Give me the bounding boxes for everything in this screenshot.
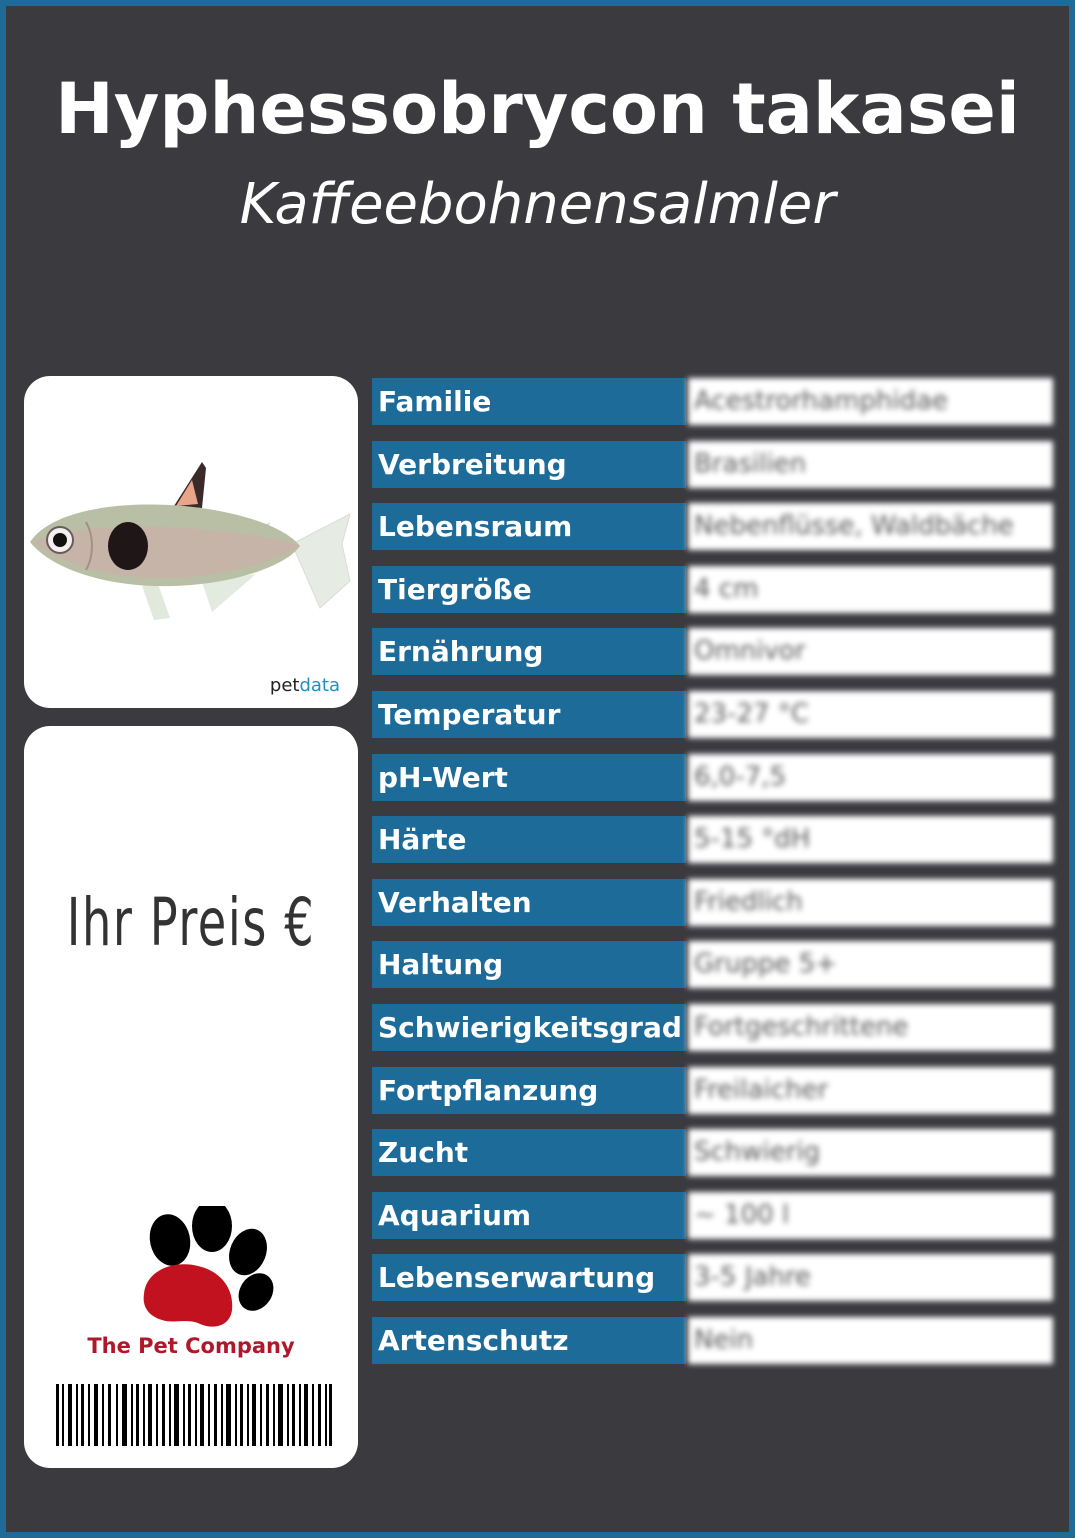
brand-name: The Pet Company <box>87 1334 295 1358</box>
table-row <box>372 503 1053 550</box>
row-label: Schwierigkeitsgrad <box>372 1004 686 1051</box>
table-row <box>372 754 1053 801</box>
table-row <box>372 441 1053 488</box>
species-title: Hyphessobrycon takasei <box>55 68 1020 150</box>
table-row <box>372 1192 1053 1239</box>
table-row <box>372 941 1053 988</box>
row-label: Haltung <box>372 941 686 988</box>
photo-credit: petdata <box>269 675 340 696</box>
row-value: Freilaicher <box>688 1067 1053 1114</box>
table-row <box>372 1317 1053 1364</box>
row-label: Fortpflanzung <box>372 1067 686 1114</box>
row-label: pH-Wert <box>372 754 686 801</box>
row-label: Artenschutz <box>372 1317 686 1364</box>
row-label: Zucht <box>372 1129 686 1176</box>
row-value: Schwierig <box>688 1129 1053 1176</box>
table-row <box>372 1254 1053 1301</box>
table-row <box>372 1129 1053 1176</box>
row-label: Familie <box>372 378 686 425</box>
row-value: Omnivor <box>688 628 1053 675</box>
row-value: Fortgeschrittene <box>688 1004 1053 1051</box>
table-row <box>372 879 1053 926</box>
table-row <box>372 628 1053 675</box>
row-label: Verbreitung <box>372 441 686 488</box>
row-value: 5-15 °dH <box>688 816 1053 863</box>
row-label: Verhalten <box>372 879 686 926</box>
table-row <box>372 1067 1053 1114</box>
row-label: Lebenserwartung <box>372 1254 686 1301</box>
table-row <box>372 1004 1053 1051</box>
table-row <box>372 566 1053 613</box>
row-value: 4 cm <box>688 566 1053 613</box>
table-row <box>372 378 1053 425</box>
row-value: 6,0-7,5 <box>688 754 1053 801</box>
price-panel <box>24 726 358 1468</box>
fish-photo-icon <box>24 376 358 708</box>
photo-panel <box>24 376 358 708</box>
row-value: Brasilien <box>688 441 1053 488</box>
barcode-icon <box>56 1384 332 1446</box>
table-row <box>372 691 1053 738</box>
common-name: Kaffeebohnensalmler <box>239 172 836 237</box>
row-label: Temperatur <box>372 691 686 738</box>
row-label: Ernährung <box>372 628 686 675</box>
row-value: Friedlich <box>688 879 1053 926</box>
row-label: Aquarium <box>372 1192 686 1239</box>
row-value: Nebenflüsse, Waldbäche <box>688 503 1053 550</box>
paw-logo-icon <box>134 1206 284 1336</box>
row-value: ~ 100 l <box>688 1192 1053 1239</box>
row-value: Gruppe 5+ <box>688 941 1053 988</box>
row-value: Nein <box>688 1317 1053 1364</box>
row-value: 23-27 °C <box>688 691 1053 738</box>
table-row <box>372 816 1053 863</box>
row-value: 3-5 Jahre <box>688 1254 1053 1301</box>
row-label: Härte <box>372 816 686 863</box>
row-label: Lebensraum <box>372 503 686 550</box>
price-label: Ihr Preis € <box>66 884 316 961</box>
row-label: Tiergröße <box>372 566 686 613</box>
row-value: Acestrorhamphidae <box>688 378 1053 425</box>
